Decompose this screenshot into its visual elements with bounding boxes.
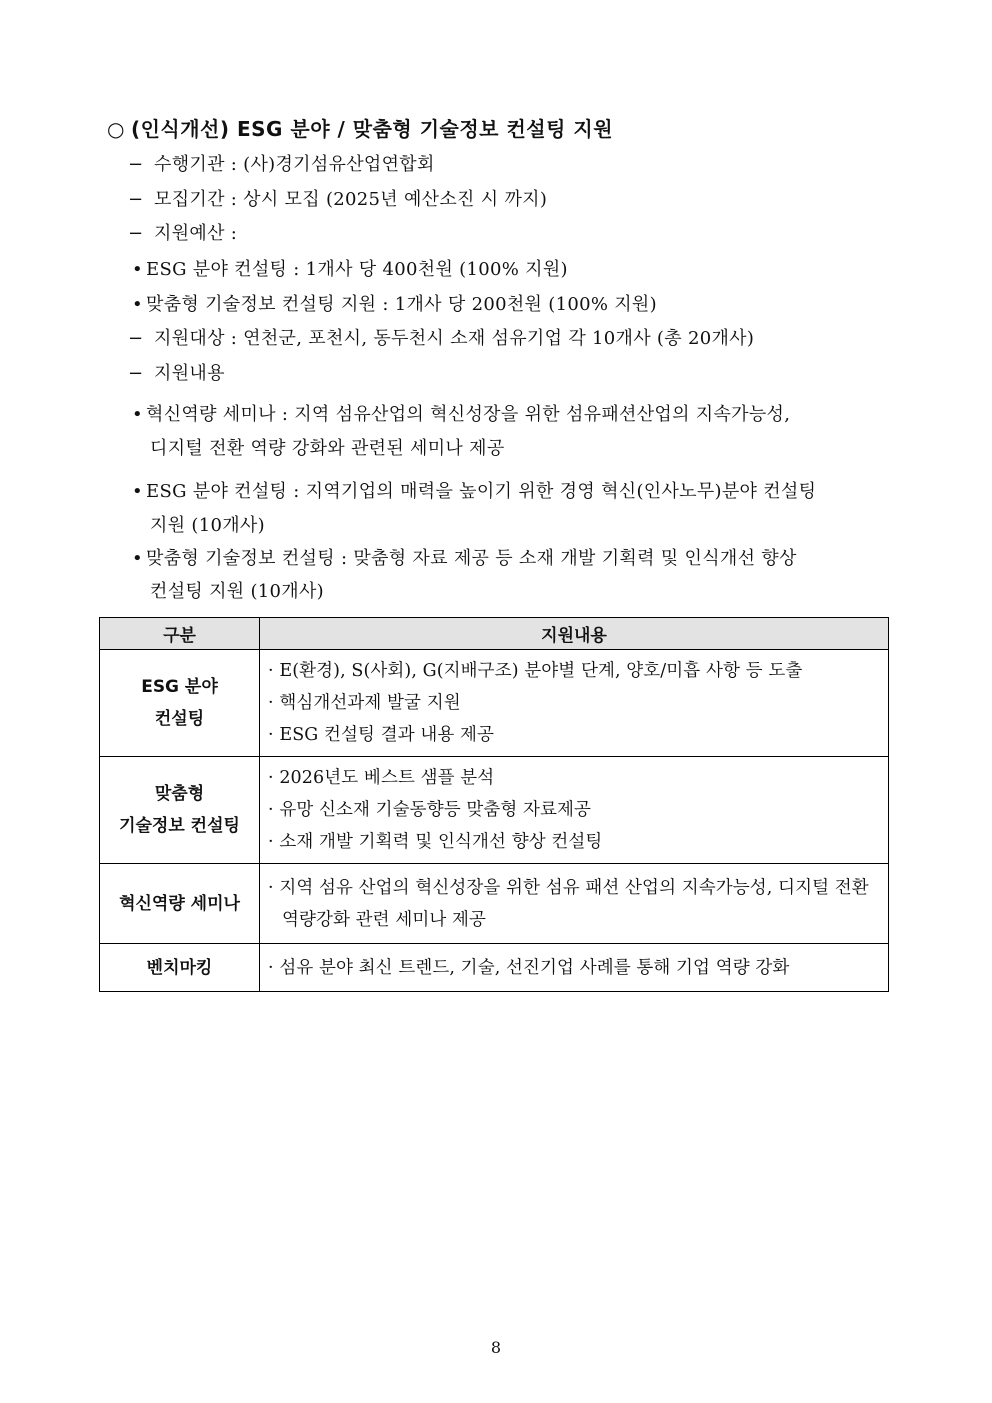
header-category: 구분 <box>100 618 260 650</box>
row-content <box>260 650 889 757</box>
category-line: 컨설팅 <box>154 709 205 729</box>
esg-text-2: 지원 (10개사) <box>150 515 265 536</box>
content-item: · 섬유 분야 최신 트렌드, 기술, 선진기업 사례를 통해 기업 역량 강화 <box>268 957 790 978</box>
header-content: 지원내용 <box>260 618 889 650</box>
dash-marker: − <box>128 223 144 244</box>
period-text: 모집기간 : 상시 모집 (2025년 예산소진 시 까지) <box>154 189 548 210</box>
budget-text: 지원예산 : <box>154 223 238 244</box>
bullet-marker: • <box>132 259 143 280</box>
budget-custom-line <box>132 290 657 316</box>
custom-line <box>132 544 797 570</box>
row-category <box>100 944 260 992</box>
row-category <box>100 757 260 864</box>
seminar-text-2: 디지털 전환 역량 강화와 관련된 세미나 제공 <box>150 438 505 459</box>
budget-custom-text: 맞춤형 기술정보 컨설팅 지원 : 1개사 당 200천원 (100% 지원) <box>146 294 657 315</box>
support-table <box>99 617 889 992</box>
category-line: 기술정보 컨설팅 <box>119 816 240 836</box>
table-row <box>100 944 889 992</box>
category-line: ESG 분야 <box>141 677 218 697</box>
target-text: 지원대상 : 연천군, 포천시, 동두천시 소재 섬유기업 각 10개사 (총 20개사) <box>154 328 755 349</box>
esg-text-1: ESG 분야 컨설팅 : 지역기업의 매력을 높이기 위한 경영 혁신(인사노무)분야 컨설팅 <box>146 481 817 502</box>
budget-line <box>128 219 237 245</box>
seminar-text-1: 혁신역량 세미나 : 지역 섬유산업의 혁신성장을 위한 섬유패션산업의 지속가능성, <box>146 404 791 425</box>
row-content <box>260 864 889 944</box>
period-line <box>128 185 547 211</box>
table-row <box>100 650 889 757</box>
section-heading <box>107 113 613 142</box>
budget-esg-text: ESG 분야 컨설팅 : 1개사 당 400천원 (100% 지원) <box>146 259 568 280</box>
dash-marker: − <box>128 328 144 349</box>
dash-marker: − <box>128 363 144 384</box>
content-item: · ESG 컨설팅 결과 내용 제공 <box>268 725 495 745</box>
bullet-marker: • <box>132 481 143 502</box>
content-item: · E(환경), S(사회), G(지배구조) 분야별 단계, 양호/미흡 사항 등 도출 <box>268 661 803 681</box>
agency-text: 수행기관 : (사)경기섬유산업연합회 <box>154 154 435 175</box>
dash-marker: − <box>128 189 144 210</box>
table-header-row <box>100 618 889 650</box>
bullet-marker: • <box>132 294 143 315</box>
esg-line <box>132 477 816 503</box>
content-title-text: 지원내용 <box>154 363 225 384</box>
seminar-line <box>132 400 790 426</box>
page-number: 8 <box>490 1338 502 1357</box>
content-item: · 핵심개선과제 발굴 지원 <box>268 693 461 713</box>
category-line: 맞춤형 <box>154 784 205 804</box>
circle-marker-icon: ○ <box>107 117 125 141</box>
table-row <box>100 757 889 864</box>
content-item: · 지역 섬유 산업의 혁신성장을 위한 섬유 패션 산업의 지속가능성, 디지털 전환 역량강화 관련 세미나 제공 <box>268 877 869 930</box>
custom-text-1: 맞춤형 기술정보 컨설팅 : 맞춤형 자료 제공 등 소재 개발 기획력 및 인식개선 향상 <box>146 548 797 569</box>
content-item: · 유망 신소재 기술동향등 맞춤형 자료제공 <box>268 800 592 820</box>
budget-esg-line <box>132 255 568 281</box>
table-row <box>100 864 889 944</box>
row-content <box>260 757 889 864</box>
bullet-marker: • <box>132 404 143 425</box>
content-title-line <box>128 359 225 385</box>
target-line <box>128 324 754 350</box>
bullet-marker: • <box>132 548 143 569</box>
row-content <box>260 944 889 992</box>
row-category <box>100 864 260 944</box>
category-line: 벤치마킹 <box>146 957 213 978</box>
category-line: 혁신역량 세미나 <box>119 893 240 914</box>
dash-marker: − <box>128 154 144 175</box>
agency-line <box>128 150 435 176</box>
row-category <box>100 650 260 757</box>
section-heading-text: (인식개선) ESG 분야 / 맞춤형 기술정보 컨설팅 지원 <box>130 117 614 141</box>
custom-text-2: 컨설팅 지원 (10개사) <box>150 581 325 602</box>
content-item: · 2026년도 베스트 샘플 분석 <box>268 768 495 788</box>
content-item: · 소재 개발 기획력 및 인식개선 향상 컨설팅 <box>268 832 603 852</box>
